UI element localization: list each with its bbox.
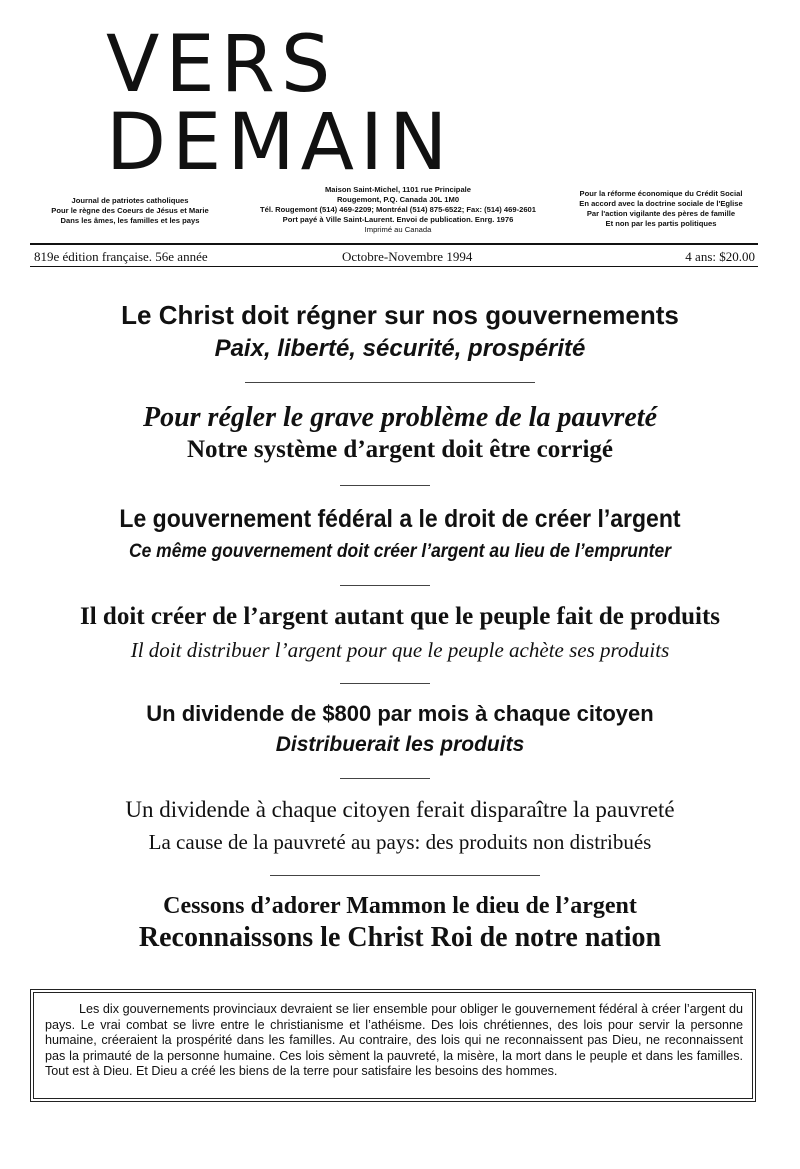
subheader-center-line: Maison Saint-Michel, 1101 rue Principale: [324, 185, 472, 194]
headline-5-main: Un dividende de $800 par mois à chaque citoyen: [146, 701, 654, 726]
headline-3-sub: Ce même gouvernement doit créer l’argent au lieu de l’emprunter: [128, 541, 672, 562]
subheader-left: [30, 196, 230, 226]
headline-4-sub: Il doit distribuer l’argent pour que le peuple achète ses produits: [130, 638, 670, 662]
summary-text: Les dix gouvernements provinciaux devraient se lier ensemble pour obliger le gouvernement fédéral à créer l’argent du pays. Le vrai combat se livre entre le christianisme et l’athéisme. Des lois chrétiennes, des lois pour servir la personne humaine, créeraient la prospérité dans les familles. Au contraire, des lois qui ne reconnaissent pas Dieu, ne reconnaissent pas la primauté de la personne humaine. Ces lois sèment la pauvreté, la misère, la mort dans le peuple et dans les familles. Tout est à Dieu. Et Dieu a créé les biens de la terre pour satisfaire les besoins des hommes.: [45, 1002, 743, 1079]
headline-1-main: Le Christ doit régner sur nos gouvernements: [121, 300, 679, 330]
separator: [270, 875, 540, 876]
subheader-left-line: Journal de patriotes catholiques: [71, 196, 189, 205]
separator: [245, 382, 535, 383]
masthead-title: VERS DEMAIN: [100, 60, 690, 148]
info-rule-top: [30, 243, 758, 245]
subheader-right: [556, 189, 766, 229]
subheader-right-line: Et non par les partis politiques: [605, 219, 717, 228]
headline-6-main: Un dividende à chaque citoyen ferait disparaître la pauvreté: [125, 797, 675, 822]
info-rule-bottom: [30, 266, 758, 267]
subheader-left-line: Dans les âmes, les familles et les pays: [60, 216, 200, 225]
subscription-price: 4 ans: $20.00: [685, 249, 755, 264]
subheader-left-line: Pour le règne des Coeurs de Jésus et Marie: [51, 206, 209, 215]
subheader-right-line: En accord avec la doctrine sociale de l'Eglise: [579, 199, 743, 208]
separator: [340, 778, 430, 779]
subheader-center-line: Port payé à Ville Saint-Laurent. Envoi de publication. Enrg. 1976: [282, 215, 514, 224]
subheader-right-line: Par l'action vigilante des pères de famille: [586, 209, 736, 218]
separator: [340, 585, 430, 586]
headline-3-main: Le gouvernement fédéral a le droit de créer l’argent: [119, 505, 681, 533]
subheader-center-line: Imprimé au Canada: [364, 225, 432, 234]
separator: [340, 683, 430, 684]
headline-2-sub: Notre système d’argent doit être corrigé: [187, 436, 613, 463]
subheader-right-line: Pour la réforme économique du Crédit Social: [579, 189, 743, 198]
headline-2-main: Pour régler le grave problème de la pauvreté: [142, 402, 657, 433]
headline-4-main: Il doit créer de l’argent autant que le peuple fait de produits: [79, 603, 721, 630]
issue-date: Octobre-Novembre 1994: [342, 249, 473, 264]
summary-box: [30, 989, 756, 1102]
headline-7-main: Cessons d’adorer Mammon le dieu de l’argent: [163, 893, 637, 919]
headline-7-sub: Reconnaissons le Christ Roi de notre nation: [138, 922, 662, 953]
headline-1-sub: Paix, liberté, sécurité, prospérité: [214, 335, 586, 362]
separator: [340, 485, 430, 486]
headline-6-sub: La cause de la pauvreté au pays: des produits non distribués: [148, 830, 652, 854]
subheader-center: [238, 185, 558, 235]
subheader-center-line: Rougemont, P.Q. Canada J0L 1M0: [336, 195, 460, 204]
info-row: [32, 249, 757, 265]
headline-5-sub: Distribuerait les produits: [275, 733, 525, 756]
subheader-center-line: Tél. Rougemont (514) 469-2209; Montréal (514) 875-6522; Fax: (514) 469-2601: [259, 205, 537, 214]
edition-label: 819e édition française. 56e année: [34, 249, 208, 264]
